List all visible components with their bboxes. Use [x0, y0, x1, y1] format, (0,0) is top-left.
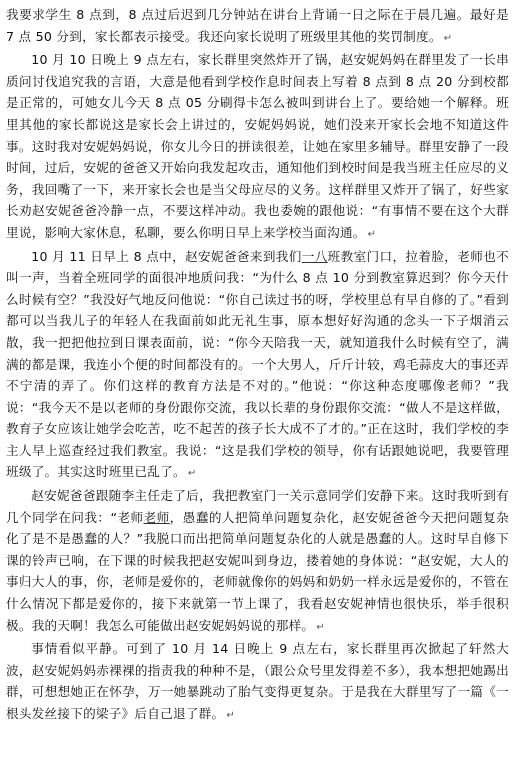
paragraph-4-text-start: 赵安妮爸爸跟随李主任走了后，我把教室门一关示意同学们安静下来。这时我听到有几个同学在问我：“老师	[6, 488, 509, 525]
paragraph-3-text-start: 10 月 11 日早上 8 点中，赵安妮爸爸来到我们	[31, 248, 302, 264]
paragraph-1-text: 我要求学生 8 点到，8 点过后迟到几分钟站在讲台上背诵一日之际在于晨几遍。最好是 7 点 50 分到，家长都表示接受。我还向家长说明了班级里其他的奖罚制度。	[6, 7, 509, 44]
paragraph-3	[6, 246, 509, 486]
paragraph-3-text: 班教室门口，拉着脸，老师也不叫一声，当着全班同学的面很冲地质问我：“为什么 8 点 10 分到教室算迟到？你今天什么时候有空？”我没好气地反问他说：“你自己读过书的呀，学校里总有早自修的了。”看到都可以当我儿子的年轻人在我面前如此无礼生事，原本想好好沟通的念头一下子烟消云散，我一把把他拉到日课表面前，说：“你今天陪我一天，就知道我什么时候有空了，满满的都是课，我连小个便的时间都没有的。一个大男人，斤斤计较，鸡毛蒜皮大的事还弄不宁清的弄了。你们这样的教育方法是不对的。”他说：“你这种态度哪像老师？”我说：“我今天不是以老师的身份跟你交流，我以长辈的身份跟你交流：“做人不是这样做，教育子女应该让她学会吃苦，吃不起苦的孩子长大成不了才的。”正在这时，我们学校的李主人早上巡查经过我们教室。我说：“这是我们学校的领导，你有话跟她说吧，我要管理班级了。其实这时班里已乱了。	[6, 248, 509, 480]
paragraph-4-text: ，愚蠢的人把简单问题复杂化，赵安妮爸爸今天把问题复杂化了是不是愚蠢的人？”我脱口而出把简单问题复杂化的人就是愚蠢的人。这时早自修下课的铃声已响，在下课的时候我把赵安妮叫到身边，搂着她的身体说：“赵安妮，大人的事归大人的事，你，老师是爱你的，老师就像你的妈妈和奶奶一样永远是爱你的，不管在什么情况下都是爱你的，接下来就第一节上课了，我看赵安妮神情也很快乐，举手很积极。我的天啊！我怎么可能做出赵安妮妈妈说的那样。	[6, 509, 510, 633]
paragraph-mark-icon: ↵	[443, 32, 453, 44]
paragraph-mark-icon: ↵	[226, 710, 235, 721]
paragraph-5	[6, 638, 509, 726]
paragraph-mark-icon: ↵	[187, 468, 197, 480]
paragraph-5-text: 事情看似平静。可到了 10 月 14 日晚上 9 点左右，家长群里再次掀起了轩然大波，赵安妮妈妈赤裸裸的指责我的种种不是，（跟公众号里发得差不多），我本想把她踢出群，可想想她正在怀孕，万一她暴跳动了胎气变得更复杂。于是我在大群里写了一篇《一根头发丝接下的梁子》后自己退了群。	[6, 641, 509, 721]
paragraph-1	[6, 4, 509, 49]
paragraph-mark-icon: ↵	[316, 621, 325, 633]
paragraph-2-text: 10 月 10 日晚上 9 点左右，家长群里突然炸开了锅，赵安妮妈妈在群里发了一长串质问讨伐追究我的言语，大意是他看到学校作息时间表上写着 8 点到 8 点 20 分到校都是正常的，可她女儿今天 8 点 05 分刷得卡怎么被叫到讲台上了。要给她一个解释。班里其他的家长都说这是家长会上讲过的，安妮妈妈说，她们没来开家长会地不知道这件事。这时我对安妮妈妈说，你女儿今日的拼读很差，让她在家里多辅导。群里安静了一段时间，过后，安妮的爸爸又开始向我发起攻击，通知他们到校时间是我当班主任应尽的义务，我回嘴了一下，来开家长会也是当父母应尽的义务。这样群里又炸开了锅了，好些家长劝赵安妮爸爸冷静一点，不要这样冲动。我也委婉的跟他说：“有事情不要在这个大群里说，影响大家休息，私聊，要么你明日早上来学校当面沟通。	[6, 52, 509, 240]
paragraph-4-underlined-word: 老师	[143, 509, 170, 525]
paragraph-3-underlined-class-name: 一八	[301, 248, 328, 264]
paragraph-2	[6, 49, 509, 245]
paragraph-mark-icon: ↵	[367, 228, 377, 240]
paragraph-4	[6, 485, 509, 638]
